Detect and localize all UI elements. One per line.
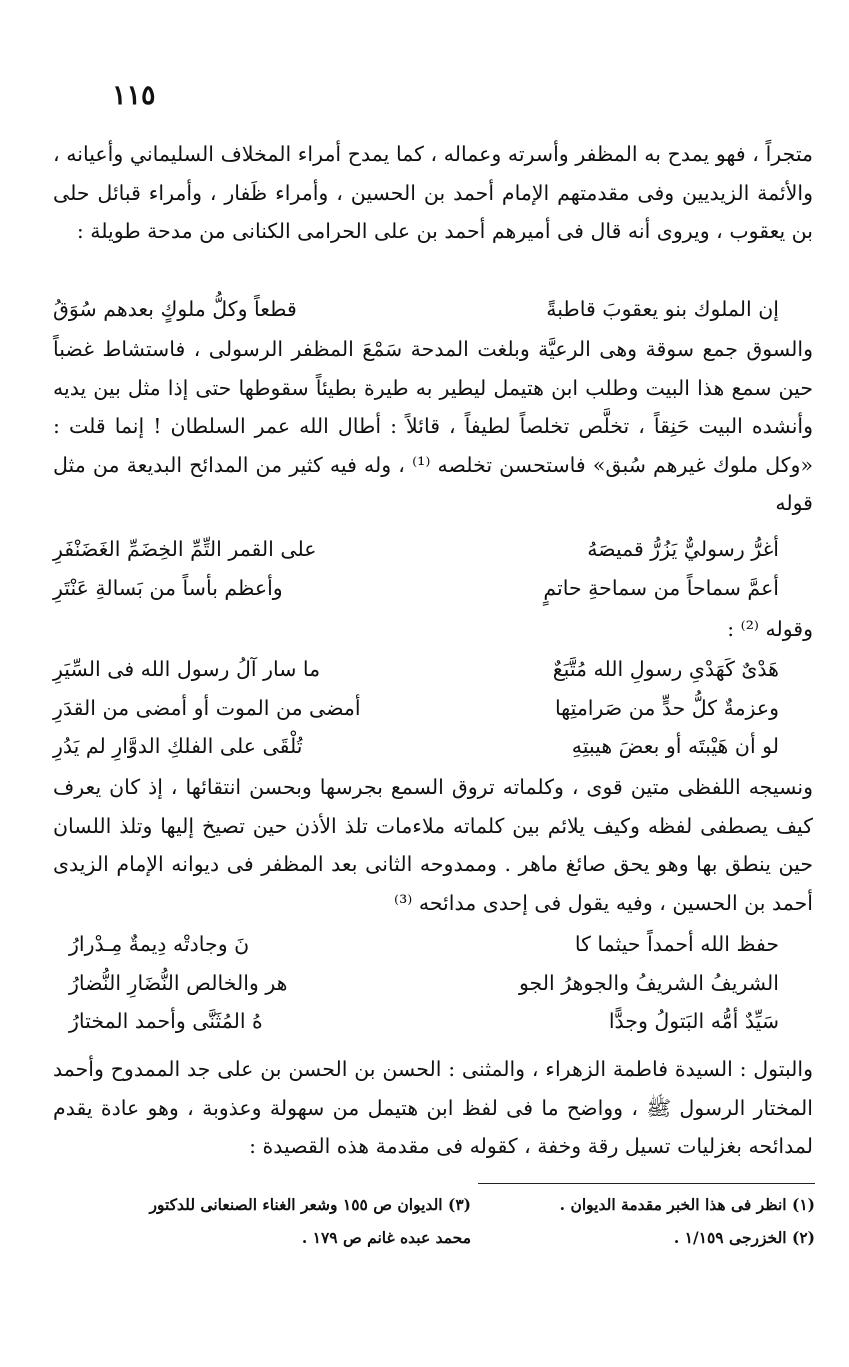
verse-line [53,290,813,329]
verse-line [53,569,813,608]
verse-first-hemistich: سَيِّدٌ أمُّه البَتولُ وجدًّا [608,1009,779,1033]
verse-second-hemistich: نَ وجادتْه دِيمةٌ مِـدْرارُ [69,932,250,956]
verse-first-hemistich: هَدْىٌ كَهَدْىِ رسولِ الله مُتَّبَعٌ [552,657,779,681]
verse-second-hemistich: هُ المُثَنَّى وأحمد المختارُ [69,1009,263,1033]
footnote-2: (٢) الخزرجى ١/١٥٩ . [673,1228,815,1247]
footnote-3-line-1: (٣) الديوان ص ١٥٥ وشعر الغناء الصنعانى للدكتور [149,1195,471,1214]
paragraph-4-text: والبتول : السيدة فاطمة الزهراء ، والمثنى : الحسن بن الحسن بن على جد الممدوح وأحمد المختار الرسول ﷺ ، وواضح ما فى لفظ ابن هتيمل من سهولة وعذوبة ، وهو عادة يقدم لمدائحه بغزليات تسيل رقة وخفة ، كقوله فى مقدمة هذه القصيدة : [53,1057,813,1158]
verse-line [53,925,813,964]
verse-first-hemistich: حفظ الله أحمداً حيثما كا [574,932,779,956]
verse-line [53,727,813,766]
footnote-1: (١) انظر فى هذا الخبر مقدمة الديوان . [559,1195,815,1214]
paragraph-1 [53,135,813,251]
verse-line [53,964,813,1003]
verse-line [53,650,813,689]
footnote-3-line-2: محمد عبده غانم ص ١٧٩ . [301,1228,471,1247]
verse-block-4 [53,925,813,1041]
paragraph-3 [53,768,813,922]
verse-block-3 [53,650,813,766]
page-number: ١١٥ [112,80,156,111]
verse-line [53,1002,813,1041]
verse-first-hemistich: إن الملوك بنو يعقوبَ قاطبةً [546,297,779,321]
verse-second-hemistich: على القمر التِّمِّ الخِضَمِّ الغَضَنْفَرِ [53,537,317,561]
verse-block-1 [53,290,813,329]
footnote-divider [478,1183,815,1184]
verse-second-hemistich: هر والخالص النُّضَارِ النُّضارُ [69,970,288,995]
verse-first-hemistich: أعمَّ سماحاً من سماحةِ حاتمٍ [543,575,779,600]
verse-block-2 [53,530,813,607]
verse-second-hemistich: قطعاً وكلُّ ملوكٍ بعدهم سُوَقُ [53,297,297,321]
verse-first-hemistich: وعزمةٌ كلُّ حدٍّ من صَرامتِها [554,695,779,720]
paragraph-1-text: متجراً ، فهو يمدح به المظفر وأسرته وعماله ، كما يمدح أمراء المخلاف السليماني وأعيانه ، والأئمة الزيديين وفى مقدمتهم الإمام أحمد بن الحسين ، وأمراء ظَفار ، وأمراء قبائل حلى بن يعقوب ، ويروى أنه قال فى أميرهم أحمد بن على الحرامى الكنانى من مدحة طويلة : [53,142,813,243]
verse-line [53,530,813,569]
verse-first-hemistich: الشريفُ الشريفُ والجوهرُ الجو [518,970,779,995]
verse-second-hemistich: أمضى من الموت أو أمضى من القدَرِ [53,695,361,720]
verse-line [53,689,813,728]
verse-second-hemistich: وأعظم بأساً من بَسالةِ عَنْتَرِ [53,575,283,600]
paragraph-3-text: ونسيجه اللفظى متين قوى ، وكلماته تروق السمع بجرسها وبحسن انتقائها ، إذ كان يعرف كيف يصطفى لفظه وكيف يلائم بين كلماته ملاءمات تلذ الأذن حين تصيخ إليها وتلذ اللسان حين ينطق بها وهو يحق صائغ ماهر . وممدوحه الثانى بعد المظفر فى ديوانه الإمام الزيدى أحمد بن الحسين ، وفيه يقول فى إحدى مدائحه ⁽³⁾ [53,775,813,915]
paragraph-2 [53,330,813,523]
verse-second-hemistich: ما سار آلُ رسول الله فى السِّيَرِ [53,657,321,681]
verse-first-hemistich: لو أن هَيْبتَه أو بعضَ هيبتِهِ [571,734,779,758]
paragraph-4 [53,1050,813,1166]
paragraph-2-text: والسوق جمع سوقة وهى الرعيَّة وبلغت المدحة سَمْعَ المظفر الرسولى ، فاستشاط غضباً حين سمع هذا البيت وطلب ابن هتيمل ليطير به طيرة بطيئاً سقوطها حتى إذا مثل بين يديه وأنشده البيت حَنِقاً ، تخلَّص تخلصاً لطيفاً ، قائلاً : أطال الله عمر السلطان ! إنما قلت : «وكل ملوك غيرهم سُبق» فاستحسن تخلصه ⁽¹⁾ ، وله فيه كثير من المدائح البديعة من مثل قوله [53,337,813,515]
verse-intro: وقوله ⁽²⁾ : [727,617,813,641]
verse-second-hemistich: تُلْقَى على الفلكِ الدوَّارِ لم يَدُرِ [53,734,303,758]
verse-first-hemistich: أغرُّ رسوليٌّ يَزُرُّ قميصَهُ [587,537,779,561]
